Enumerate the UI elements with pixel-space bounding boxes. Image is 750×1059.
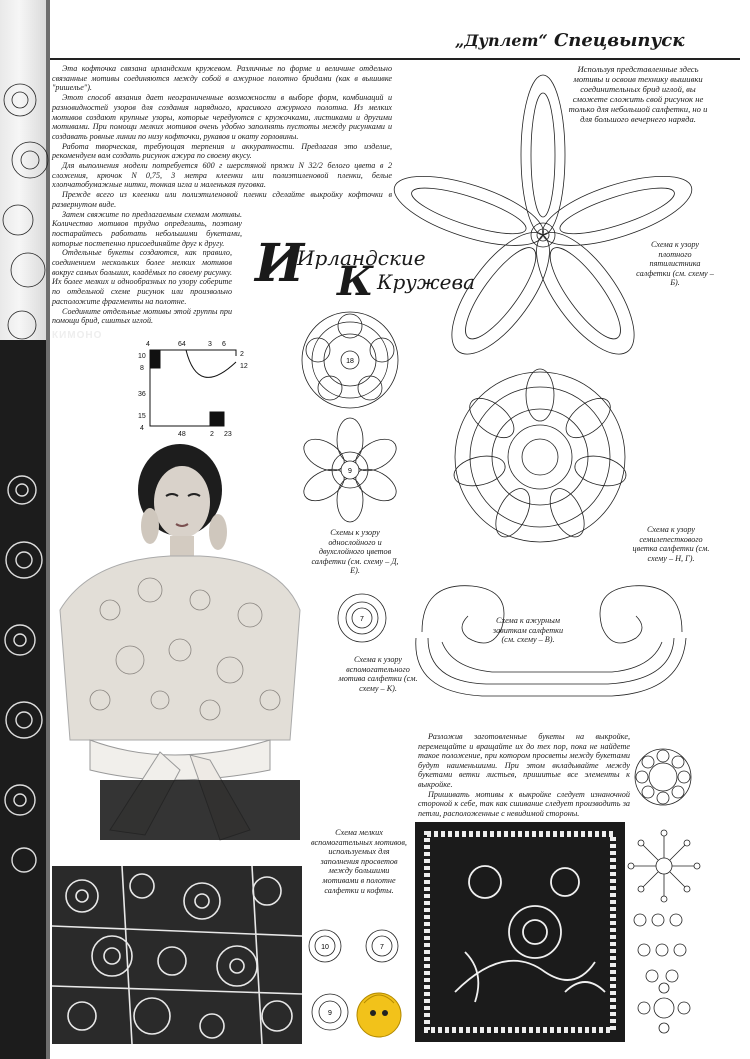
dim-label: 10 [138, 353, 146, 360]
caption-curls: Схема к ажурным завиткам салфетки (см. схему – В). [492, 616, 564, 645]
caption-small-motifs: Схема мелких вспомогательных мотивов, используемых для заполнения просветов между большими мотивами в полотне салфетки и кофты. [311, 828, 407, 895]
small-motif-diagram [362, 926, 402, 966]
motif-number: 10 [321, 944, 329, 951]
paragraph: Пришивать мотивы к выкройке следует изнаночной стороной к себе, так как сшивание следует производить за петли, расположенные с невидимой стороны. [418, 789, 630, 818]
paragraph: Отдельные букеты создаются, как правило, соединением нескольких более мелких мотивов вокруг самых больших, кладёмых по своему рисунку. Их более мелких и однообразных по узору соберите по отдельной схеме рисунок или произвольно расположите фрагменты на полотне. [52, 248, 232, 306]
caption-single-double: Схемы к узору однослойного и двухслойного цветов салфетки (см. схему – Д, Е). [311, 528, 399, 576]
paragraph: Работа творческая, требующая терпения и аккуратности. Предлагая это изделие, рекомендуем вам создать рисунок ажура по своему вкусу. [52, 141, 392, 161]
page-header [455, 30, 684, 51]
lace-napkin-photo [415, 822, 625, 1042]
motif-number: 7 [360, 616, 364, 623]
ring-motif-diagram [628, 742, 698, 812]
double-layer-flower-diagram [295, 415, 405, 525]
small-motif-diagram [305, 926, 345, 966]
dim-label: 48 [178, 431, 186, 438]
auxiliary-motif-diagram [332, 588, 392, 648]
title-initial-k: К [337, 258, 374, 305]
dim-label: 4 [146, 341, 150, 348]
kimono-text: Фасон рукава, применяемый в европейской одежде. Кимоно ввел в европейскую моду Поль Пуаре (1879 – 1944), знаменитый французский портной и декоратор. Рукав с суживающимся книзу [52, 344, 127, 439]
paragraph: Эта кофточка связана ирландским кружевом. Различные по форме и величине отдельно связанные мотивы соединяются между собой в ажурное полотно бридами (как в вышивке "ришелье"). [52, 64, 392, 93]
side-note: Используя представленные здесь мотивы и освоив технику вышивки соединительных брид иглой, вы сможете сложить свой рисунок не только для небольшой салфетки, но и для большого вечернего наряда. [568, 64, 708, 124]
dim-label: 23 [224, 431, 232, 438]
paragraph: Затем свяжите по предлагаемым схемам мотивы. Количество мотивов трудно определить, поэтому постарайтесь работать небольшими букетами, которые постепенно присоединяйте друг к другу. [52, 209, 242, 248]
prev-page-diagram [0, 70, 48, 370]
paragraph: Прежде всего из клеенки или полиэтиленовой пленки сделайте выкройку кофточки в развернутом виде. [52, 190, 392, 209]
paragraph: Разложив заготовленные букеты на выкройке, перемещайте и вращайте их до тех пор, пока не найдете такое положение, при котором просветы между букетами будут наименьшими. При этом вкладывайте между букетами ветки листьев, пришитые все элементы к выкройке. [418, 732, 630, 789]
dim-label: 2 [210, 431, 214, 438]
paragraph: Соедините отдельные мотивы этой группы при помощи брид, сшитых иглой. [52, 306, 232, 326]
assembly-instructions [418, 732, 630, 818]
caption-five-petal: Схема к узору плотного пятилистника салфетки (см. схему – Б). [636, 240, 714, 288]
five-petal-flower-diagram [385, 70, 685, 380]
star-motif-diagram [624, 826, 704, 906]
dim-label: 2 [240, 351, 244, 358]
model-photo [50, 440, 310, 840]
mascot-icon [354, 985, 404, 1043]
dim-label: 4 [140, 425, 144, 432]
dim-label: 15 [138, 413, 146, 420]
motif-number: 9 [328, 1010, 332, 1017]
title-initial-i: И [255, 233, 305, 294]
title-line1: Ирландские [297, 246, 426, 270]
dim-label: 3 [208, 341, 212, 348]
kimono-heading: КИМОНО [52, 330, 103, 341]
motif-number: 18 [346, 358, 354, 365]
dim-label: 8 [140, 365, 144, 372]
ring-chain-diagram [624, 908, 704, 1038]
prev-page-lace-photo [0, 470, 46, 870]
lace-closeup-photo [52, 866, 302, 1044]
issue-label: Спецвыпуск [553, 30, 685, 51]
seven-petal-flower-diagram [440, 355, 640, 555]
paragraph: Этот способ вязания дает неограниченные возможности в выборе форм, комбинаций и разновидностей узоров для создания нарядного, красивого ажурного полотна. Из мелких мотивов создают крупные узоры, которые чередуются с кружочками, листиками и другими мотивами. При помощи мелких мотивов очень удобно заполнять пустоты между рисунками и создавать ровные линии по низу кофточки, рукавов и окату горловины. [52, 93, 392, 141]
motif-number: 7 [380, 944, 384, 951]
dim-label: 36 [138, 391, 146, 398]
single-layer-flower-diagram [295, 305, 405, 415]
dim-label: 12 [240, 363, 248, 370]
dim-label: 64 [178, 341, 186, 348]
dim-label: 6 [222, 341, 226, 348]
paragraph: Для выполнения модели потребуется 600 г шерстяной пряжи N 32/2 белого цвета в 2 сложения, крючок N 0,75, 3 метра клеенки или полиэтиленовой пленки, белые хлопчатобумажные нитки, тонкая игла и маленькая пуговка. [52, 161, 392, 190]
motif-number: 9 [348, 468, 352, 475]
caption-seven-petal: Схема к узору семилепесткового цветка салфетки (см. схему – Н, Г). [632, 525, 710, 563]
title-line2: Кружева [377, 270, 476, 294]
caption-auxiliary: Схема к узору вспомогательного мотива салфетки (см. схему – К). [338, 655, 418, 693]
header-rule [50, 58, 740, 60]
small-motif-diagram [308, 990, 352, 1034]
sewing-pattern-diagram [138, 338, 248, 438]
magazine-name: „Дуплет“ [455, 31, 548, 50]
